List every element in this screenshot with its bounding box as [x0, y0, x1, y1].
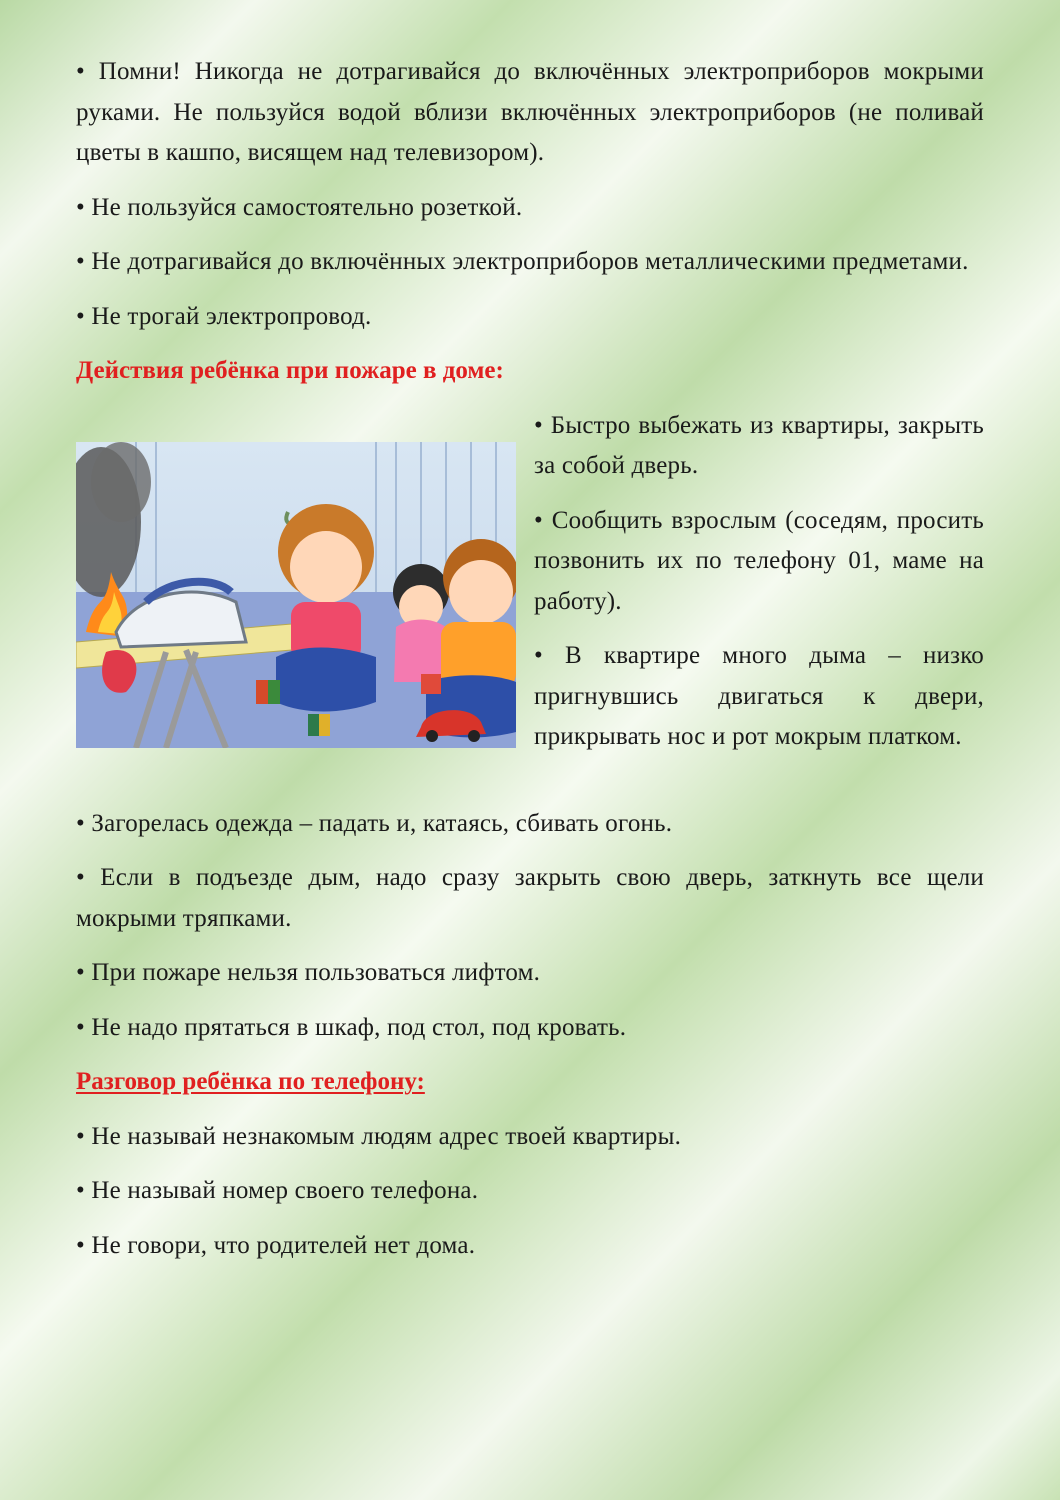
rule-fire-side-3: • В квартире много дыма – низко пригнувшись двигаться к двери, прикрывать нос и рот мокрым платком.: [534, 642, 984, 750]
phone-heading: Разговор ребёнка по телефону:: [76, 1068, 425, 1095]
fire-section: [76, 406, 984, 796]
rule-phone-2: • Не называй номер своего телефона.: [76, 1177, 479, 1204]
rule-electric-1: • Помни! Никогда не дотрагивайся до включённых электроприборов мокрыми руками. Не пользуйся водой вблизи включённых электроприборов (не поливай цветы в кашпо, висящем над телевизором).: [76, 58, 984, 166]
children-fire-illustration: [76, 442, 516, 748]
rule-phone-3: • Не говори, что родителей нет дома.: [76, 1231, 476, 1259]
rule-fire-1: • Загорелась одежда – падать и, катаясь, сбивать огонь.: [76, 809, 673, 837]
rule-fire-3: • При пожаре нельзя пользоваться лифтом.: [76, 959, 541, 986]
rule-fire-side-2: • Сообщить взрослым (соседям, просить позвонить их по телефону 01, маме на работу).: [534, 506, 984, 615]
rule-phone-1: • Не называй незнакомым людям адрес твоей квартиры.: [76, 1122, 682, 1150]
rule-electric-4: • Не трогай электропровод.: [76, 302, 372, 330]
rule-fire-side-1: • Быстро выбежать из квартиры, закрыть за собой дверь.: [534, 411, 984, 479]
fire-side-rules: [534, 406, 984, 758]
rule-electric-3: • Не дотрагивайся до включённых электроприборов металлическими предметами.: [76, 248, 969, 275]
rule-fire-2: • Если в подъезде дым, надо сразу закрыть свою дверь, заткнуть все щели мокрыми тряпками.: [76, 864, 984, 932]
rule-electric-2: • Не пользуйся самостоятельно розеткой.: [76, 193, 523, 221]
document-page: [76, 52, 984, 1266]
fire-heading: Действия ребёнка при пожаре в доме:: [76, 357, 504, 384]
rule-fire-4: • Не надо прятаться в шкаф, под стол, под кровать.: [76, 1013, 627, 1041]
